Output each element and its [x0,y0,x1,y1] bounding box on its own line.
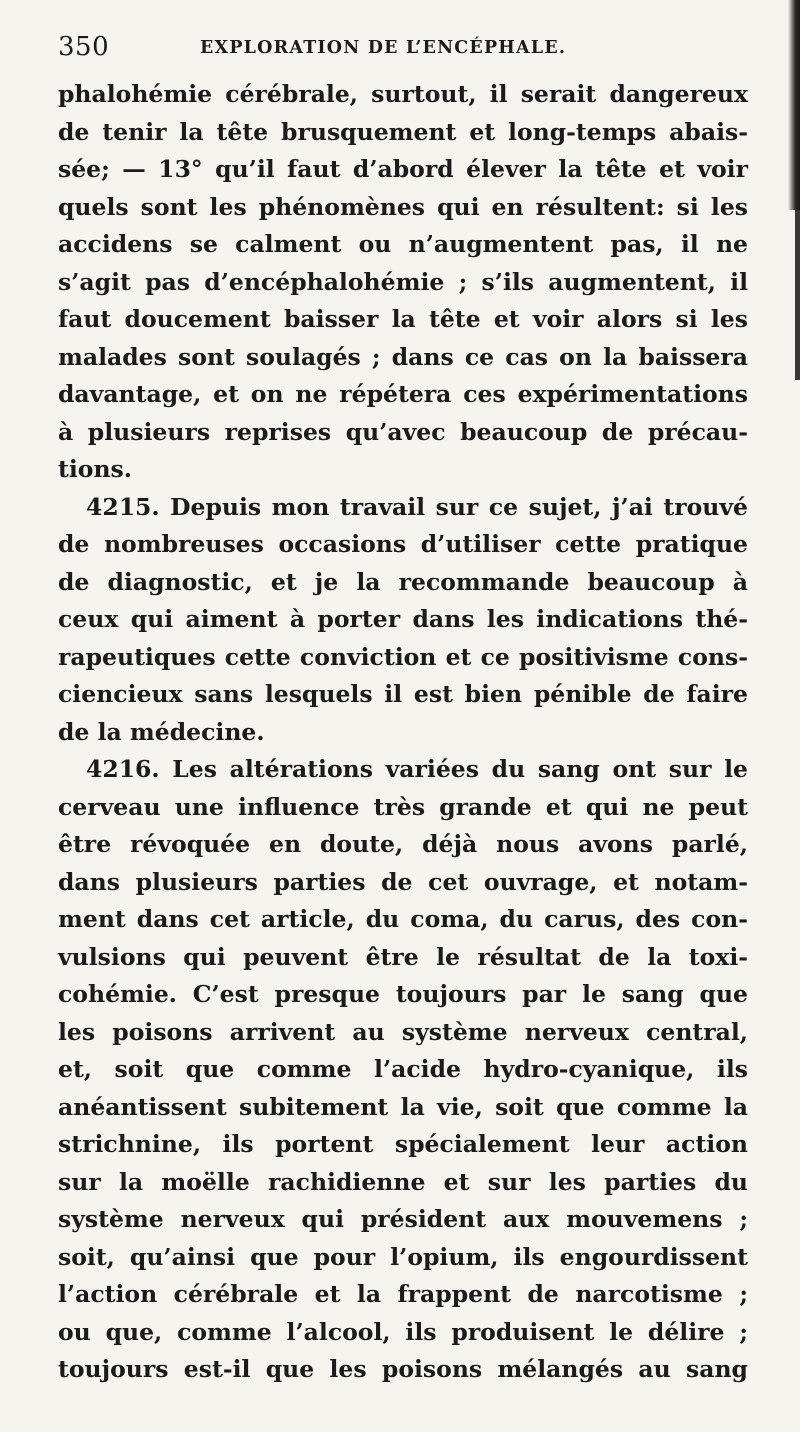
page-header [58,32,748,62]
text-line: accidens se calment ou n’augmentent pas, il ne [58,230,748,258]
text-line: et, soit que comme l’acide hydro-cyanique, ils [58,1055,748,1083]
text-line: sée; — 13° qu’il faut d’abord élever la tête et voir [58,155,748,183]
running-head: EXPLORATION DE L’ENCÉPHALE. [200,38,567,58]
text-line: s’agit pas d’encéphalohémie ; s’ils augmentent, il [58,267,748,296]
text-line: de nombreuses occasions d’utiliser cette pratique [58,530,748,558]
paragraph-start: 4215. Depuis mon travail sur ce sujet, j’ai trouvé [86,492,748,521]
body-text [58,76,748,1389]
text-line: tions. [58,455,132,483]
paragraph-start: 4216. Les altérations variées du sang ont sur le [86,755,748,783]
text-line: ciencieux sans lesquels il est bien pénible de faire [58,680,748,708]
text-line: faut doucement baisser la tête et voir alors si les [58,305,748,333]
page-edge-shadow [788,0,800,210]
text-line: de la médecine. [58,717,265,746]
text-line: soit, qu’ainsi que pour l’opium, ils engourdissent [58,1242,748,1271]
text-line: sur la moëlle rachidienne et sur les parties du [58,1167,748,1196]
text-line: dans plusieurs parties de cet ouvrage, et notam- [58,867,748,896]
text-line: système nerveux qui président aux mouvemens ; [58,1205,748,1233]
text-line: être révoquée en doute, déjà nous avons parlé, [58,830,748,858]
text-line: l’action cérébrale et la frappent de narcotisme ; [58,1280,748,1308]
text-line: quels sont les phénomènes qui en résultent: si les [58,192,748,221]
text-line: vulsions qui peuvent être le résultat de la toxi- [58,942,748,971]
text-line: de diagnostic, et je la recommande beaucoup à [58,567,748,596]
page-number: 350 [58,32,110,62]
text-line: ou que, comme l’alcool, ils produisent le délire ; [58,1317,748,1346]
text-line: phalohémie cérébrale, surtout, il serait dangereux [58,80,748,108]
text-line: ceux qui aiment à porter dans les indications thé- [58,605,748,633]
text-line: strichnine, ils portent spécialement leur action [58,1130,748,1158]
text-line: à plusieurs reprises qu’avec beaucoup de précau- [58,417,748,446]
text-line: cohémie. C’est presque toujours par le sang que [58,980,748,1008]
text-line: de tenir la tête brusquement et long-temps abais- [58,117,748,146]
text-line: malades sont soulagés ; dans ce cas on la baissera [58,342,748,371]
text-line: cerveau une influence très grande et qui ne peut [58,792,748,821]
text-line: ment dans cet article, du coma, du carus, des con- [58,905,748,933]
text-line: anéantissent subitement la vie, soit que comme la [58,1092,748,1121]
text-line: davantage, et on ne répétera ces expérimentations [58,380,748,408]
text-line: rapeutiques cette conviction et ce positivisme cons- [58,642,748,671]
page-edge-shadow-lower [795,210,800,380]
text-line: les poisons arrivent au système nerveux central, [58,1017,748,1046]
text-line: toujours est-il que les poisons mélangés au sang [58,1355,748,1383]
